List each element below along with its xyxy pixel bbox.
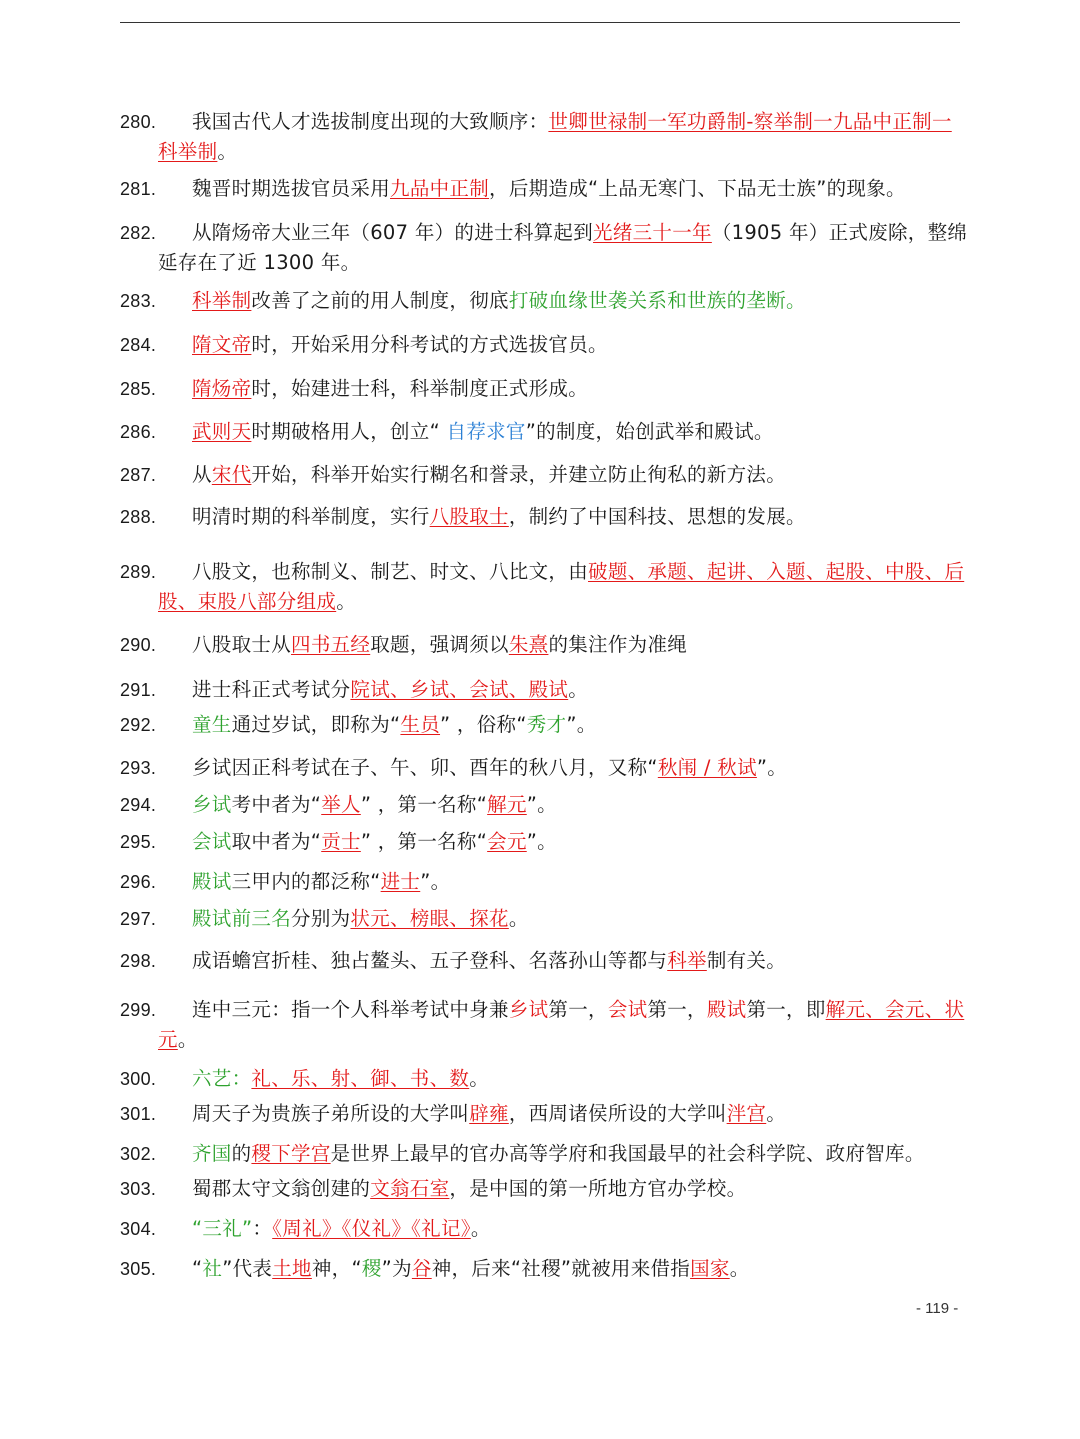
- item-number: 283.: [120, 291, 157, 311]
- list-item: [120, 630, 968, 660]
- keyword-highlight: 乡试: [192, 793, 232, 816]
- text-segment: 魏晋时期选拔官员采用: [192, 177, 391, 200]
- text-segment: 蜀郡太守文翁创建的: [192, 1177, 371, 1200]
- keyword-highlight: 会试: [192, 830, 232, 853]
- keyword-highlight: 殿试: [706, 998, 747, 1021]
- text-segment: ，后期造成“上品无寒门、下品无士族”的现象。: [489, 177, 906, 200]
- text-segment: 。: [766, 1102, 787, 1125]
- item-number: 296.: [120, 872, 157, 892]
- item-text: [120, 867, 968, 897]
- item-number: 295.: [120, 832, 157, 852]
- text-segment: ”。: [566, 713, 597, 736]
- text-segment: 八股取士从: [192, 633, 292, 656]
- answer-highlight: 武则天: [192, 420, 252, 443]
- item-text: [120, 790, 968, 820]
- keyword-highlight: 殿试前三名: [192, 907, 292, 930]
- text-segment: 第一，: [647, 998, 707, 1021]
- list-item: [120, 1214, 968, 1244]
- answer-highlight: 生员: [400, 713, 441, 736]
- keyword-highlight: 社: [202, 1257, 223, 1280]
- text-segment: ，西周诸侯所设的大学叫: [508, 1102, 727, 1125]
- answer-highlight: 四书五经: [291, 633, 371, 656]
- text-segment: 时期破格用人，创立“: [251, 420, 447, 443]
- answer-highlight: 破题、承题、起讲、入题、起股、中股、后股、束股八部分组成: [158, 560, 965, 613]
- item-number: 282.: [120, 223, 157, 243]
- list-item: [120, 904, 968, 934]
- answer-highlight: 九品中正制: [390, 177, 490, 200]
- item-number: 299.: [120, 1000, 157, 1020]
- item-text: [120, 827, 968, 857]
- text-segment: 时，开始采用分科考试的方式选拔官员。: [251, 333, 608, 356]
- answer-highlight: 世卿世禄制一军功爵制-察举制一九品中正制一科举制: [158, 110, 952, 163]
- item-number: 287.: [120, 465, 157, 485]
- text-segment: 从隋炀帝大业三年（607 年）的进士科算起到: [192, 221, 594, 244]
- list-item: [120, 286, 968, 316]
- item-text: [120, 557, 968, 617]
- item-number: 297.: [120, 909, 157, 929]
- item-text: [120, 946, 968, 976]
- item-number: 281.: [120, 179, 157, 199]
- item-text: [120, 330, 968, 360]
- page-number: - 119 -: [916, 1300, 959, 1317]
- item-text: [120, 675, 968, 705]
- text-segment: 从: [192, 463, 212, 486]
- text-segment: 取题，强调须以: [370, 633, 509, 656]
- item-text: [120, 1174, 968, 1204]
- answer-highlight: 科举制: [192, 289, 252, 312]
- text-segment: 开始，科举开始实行糊名和誉录，并建立防止徇私的新方法。: [251, 463, 787, 486]
- list-item: [120, 790, 968, 820]
- list-item: [120, 374, 968, 404]
- keyword-highlight: 六艺：: [192, 1067, 252, 1090]
- text-segment: 神，“: [311, 1257, 362, 1280]
- text-segment: 制有关。: [706, 949, 787, 972]
- item-number: 280.: [120, 112, 157, 132]
- item-number: 294.: [120, 795, 157, 815]
- text-segment: 分别为: [291, 907, 351, 930]
- item-number: 305.: [120, 1259, 157, 1279]
- item-number: 302.: [120, 1144, 157, 1164]
- list-item: [120, 1254, 968, 1284]
- list-item: [120, 330, 968, 360]
- answer-highlight: 科举: [667, 949, 707, 972]
- keyword-highlight: 童生: [192, 713, 232, 736]
- text-segment: （1905 年）正式废除，整绵延存在了近 1300 年。: [158, 221, 968, 274]
- text-segment: 通过岁试，即称为“: [231, 713, 401, 736]
- item-number: 284.: [120, 335, 157, 355]
- text-segment: 是世界上最早的官办高等学府和我国最早的社会科学院、政府智库。: [330, 1142, 925, 1165]
- answer-highlight: 隋炀帝: [192, 377, 252, 400]
- keyword-highlight: 稷: [361, 1257, 382, 1280]
- list-item: [120, 174, 968, 204]
- item-text: [120, 1064, 968, 1094]
- text-segment: 。: [729, 1257, 750, 1280]
- item-text: [120, 218, 968, 278]
- item-number: 301.: [120, 1104, 157, 1124]
- answer-highlight: 辟雍: [469, 1102, 509, 1125]
- text-segment: 的: [231, 1142, 252, 1165]
- item-text: [120, 460, 968, 490]
- text-segment: 改善了之前的用人制度，彻底: [251, 289, 509, 312]
- list-item: [120, 710, 968, 740]
- list-item: [120, 753, 968, 783]
- answer-highlight: 院试、乡试、会试、殿试: [350, 678, 569, 701]
- item-text: [120, 1214, 968, 1244]
- item-text: [120, 107, 968, 167]
- answer-highlight: 礼、乐、射、御、书、数: [251, 1067, 470, 1090]
- text-segment: 乡试因正科考试在子、午、卯、酉年的秋八月，又称“: [192, 756, 658, 779]
- text-segment: 的集注作为准绳: [548, 633, 688, 656]
- text-segment: 我国古代人才选拔制度出现的大致顺序：: [192, 110, 549, 133]
- item-text: [120, 502, 968, 532]
- answer-highlight: 八股取士: [429, 505, 509, 528]
- item-text: [120, 710, 968, 740]
- item-text: [120, 174, 968, 204]
- text-segment: 第一，即: [746, 998, 826, 1021]
- text-segment: 。: [568, 678, 589, 701]
- keyword-highlight: 会试: [607, 998, 648, 1021]
- list-item: [120, 1064, 968, 1094]
- answer-highlight: 泮宫: [726, 1102, 767, 1125]
- text-segment: 。: [508, 907, 529, 930]
- text-segment: 。: [470, 1217, 491, 1240]
- item-number: 289.: [120, 562, 157, 582]
- text-segment: ，制约了中国科技、思想的发展。: [508, 505, 806, 528]
- text-segment: 。: [217, 140, 238, 163]
- list-item: [120, 946, 968, 976]
- answer-highlight: 贡士: [321, 830, 361, 853]
- text-segment: 八股文，也称制义、制艺、时文、八比文，由: [192, 560, 589, 583]
- answer-highlight: 文翁石室: [370, 1177, 450, 1200]
- answer-highlight: 朱熹: [508, 633, 549, 656]
- item-text: [120, 753, 968, 783]
- text-segment: 成语蟾宫折桂、独占鳌头、五子登科、名落孙山等都与: [192, 949, 668, 972]
- text-segment: ”的制度，始创武举和殿试。: [525, 420, 774, 443]
- top-rule: [120, 22, 960, 23]
- list-item: [120, 827, 968, 857]
- list-item: [120, 557, 968, 617]
- answer-highlight: 稷下学宫: [251, 1142, 331, 1165]
- text-segment: ”代表: [222, 1257, 273, 1280]
- item-number: 292.: [120, 715, 157, 735]
- text-segment: 三甲内的都泛称“: [231, 870, 381, 893]
- keyword-highlight: 打破血缘世袭关系和世族的垄断。: [508, 289, 806, 312]
- list-item: [120, 1099, 968, 1129]
- text-segment: ”。: [526, 793, 557, 816]
- item-text: [120, 1139, 968, 1169]
- keyword-highlight: 乡试: [508, 998, 549, 1021]
- list-item: [120, 1139, 968, 1169]
- answer-highlight: 解元: [487, 793, 527, 816]
- item-text: [120, 904, 968, 934]
- item-number: 288.: [120, 507, 157, 527]
- item-number: 303.: [120, 1179, 157, 1199]
- item-number: 298.: [120, 951, 157, 971]
- answer-highlight: 会元: [487, 830, 527, 853]
- list-item: [120, 107, 968, 167]
- answer-highlight: 秋闱 / 秋试: [657, 756, 757, 779]
- text-segment: “: [192, 1257, 203, 1280]
- text-segment: ：: [252, 1217, 273, 1240]
- keyword-highlight: 自荐求官: [446, 420, 526, 443]
- text-segment: ” ，俗称“: [440, 713, 527, 736]
- item-text: [120, 1099, 968, 1129]
- item-text: [120, 1254, 968, 1284]
- text-segment: 连中三元：指一个人科举考试中身兼: [192, 998, 509, 1021]
- text-segment: 。: [469, 1067, 490, 1090]
- item-number: 286.: [120, 422, 157, 442]
- answer-highlight: 国家: [690, 1257, 730, 1280]
- item-number: 291.: [120, 680, 157, 700]
- list-item: [120, 417, 968, 447]
- text-segment: 取中者为“: [231, 830, 322, 853]
- item-number: 285.: [120, 379, 157, 399]
- text-segment: 考中者为“: [231, 793, 322, 816]
- list-item: [120, 502, 968, 532]
- text-segment: ，是中国的第一所地方官办学校。: [449, 1177, 747, 1200]
- text-segment: ”。: [420, 870, 451, 893]
- list-item: [120, 1174, 968, 1204]
- text-segment: 周天子为贵族子弟所设的大学叫: [192, 1102, 470, 1125]
- text-segment: 进士科正式考试分: [192, 678, 351, 701]
- text-segment: ”。: [756, 756, 788, 779]
- answer-highlight: 进士: [380, 870, 421, 893]
- item-text: [120, 995, 968, 1055]
- item-text: [120, 417, 968, 447]
- answer-highlight: 谷: [411, 1257, 432, 1280]
- text-segment: 神，后来“社稷”就被用来借指: [431, 1257, 691, 1280]
- answer-highlight: 宋代: [211, 463, 252, 486]
- item-number: 293.: [120, 758, 157, 778]
- item-text: [120, 374, 968, 404]
- item-number: 304.: [120, 1219, 157, 1239]
- keyword-highlight: 秀才: [526, 713, 567, 736]
- text-segment: 。: [177, 1028, 198, 1051]
- list-item: [120, 867, 968, 897]
- text-segment: 时，始建进士科，科举制度正式形成。: [251, 377, 589, 400]
- list-item: [120, 460, 968, 490]
- answer-highlight: 解元、会元、状元: [158, 998, 965, 1051]
- text-segment: ” ，第一名称“: [360, 830, 488, 853]
- answer-highlight: 土地: [272, 1257, 312, 1280]
- text-segment: ”为: [381, 1257, 412, 1280]
- text-segment: 第一，: [548, 998, 608, 1021]
- text-segment: 。: [336, 590, 357, 613]
- answer-highlight: 状元、榜眼、探花: [350, 907, 509, 930]
- keyword-highlight: 殿试: [192, 870, 232, 893]
- list-item: [120, 995, 968, 1055]
- answer-highlight: 隋文帝: [192, 333, 252, 356]
- text-segment: ” ，第一名称“: [360, 793, 488, 816]
- keyword-highlight: “三礼”: [192, 1217, 253, 1240]
- item-text: [120, 286, 968, 316]
- item-number: 300.: [120, 1069, 157, 1089]
- list-item: [120, 218, 968, 278]
- list-item: [120, 675, 968, 705]
- item-number: 290.: [120, 635, 157, 655]
- answer-highlight: 《周礼》《仪礼》《礼记》: [272, 1217, 471, 1240]
- item-text: [120, 630, 968, 660]
- text-segment: ”。: [526, 830, 557, 853]
- answer-highlight: 光绪三十一年: [593, 221, 712, 244]
- answer-highlight: 举人: [321, 793, 361, 816]
- keyword-highlight: 齐国: [192, 1142, 232, 1165]
- text-segment: 明清时期的科举制度，实行: [192, 505, 430, 528]
